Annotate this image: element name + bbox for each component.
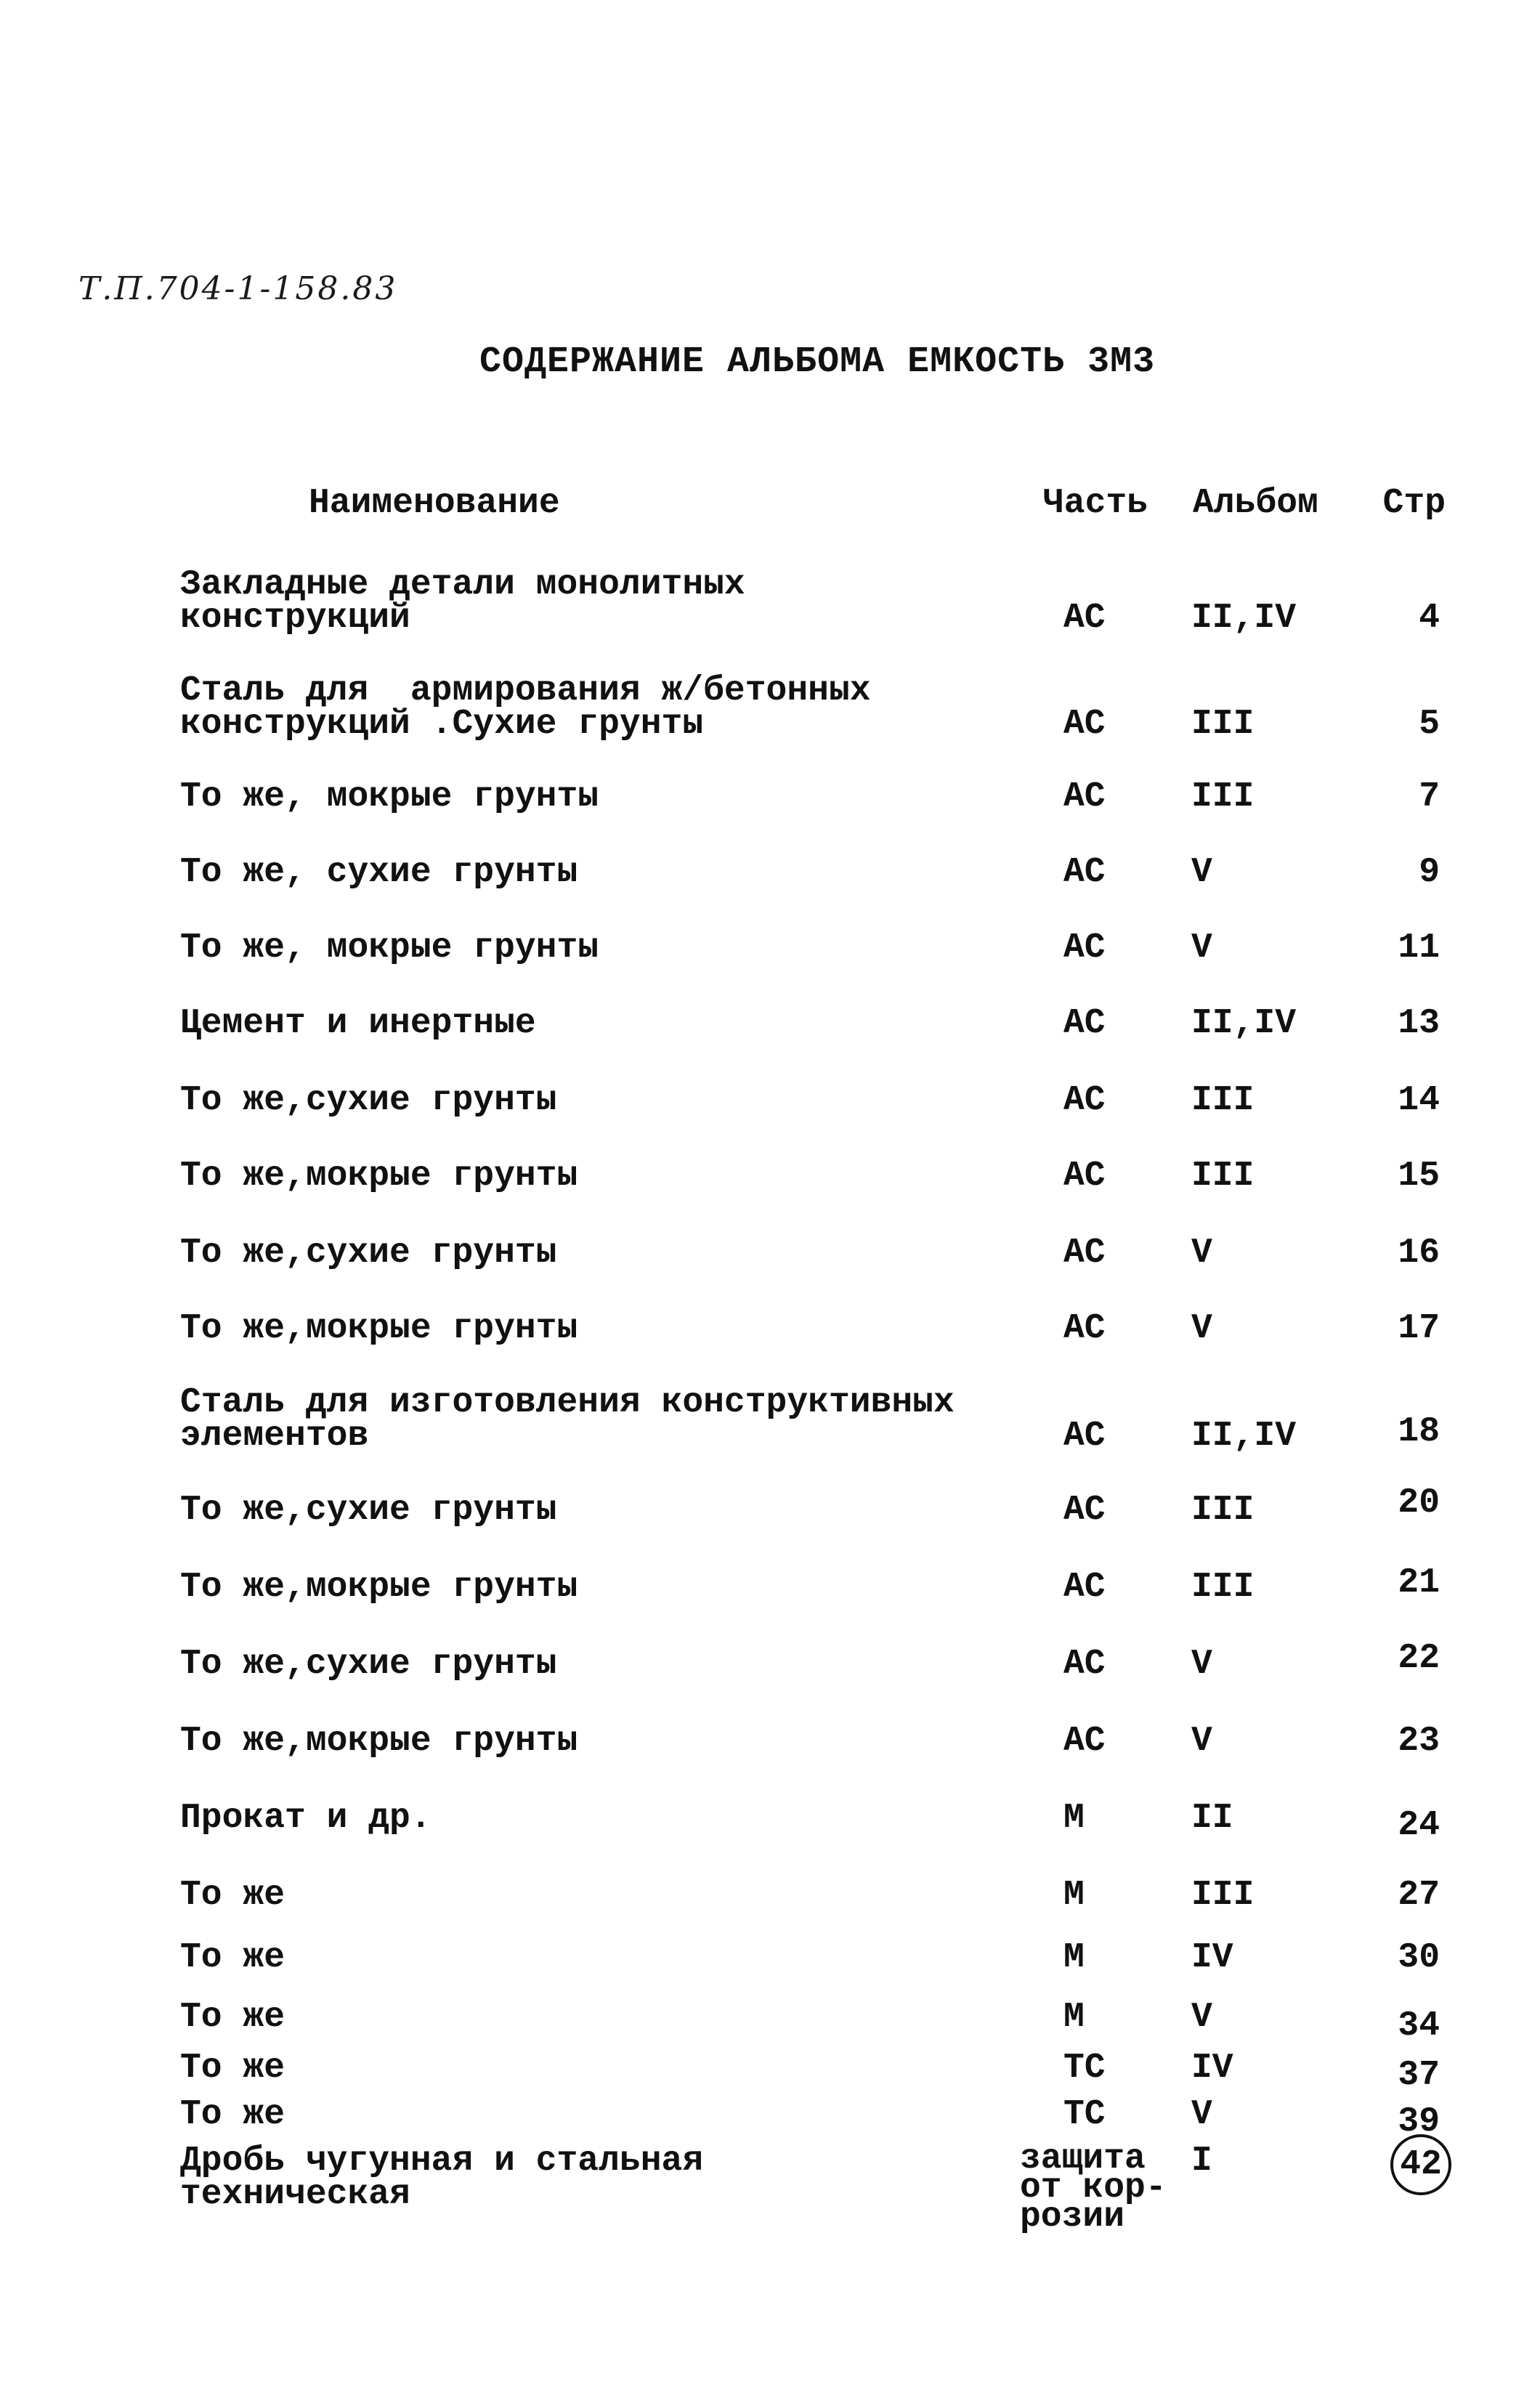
row-part: М (1063, 1799, 1085, 1838)
row-part: АС (1063, 1004, 1106, 1043)
row-page: 34 (1398, 2006, 1440, 2046)
row-album: IV (1191, 2049, 1233, 2088)
row-album: III (1191, 1876, 1255, 1915)
row-page: 7 (1419, 777, 1440, 816)
row-album: IV (1191, 1938, 1233, 1977)
row-album: III (1191, 1491, 1255, 1530)
row-page: 5 (1419, 705, 1440, 744)
header-album: Альбом (1193, 484, 1318, 523)
row-part: ТС (1063, 2049, 1106, 2088)
row-album: III (1191, 777, 1255, 816)
row-name: То же,сухие грунты (180, 1491, 557, 1530)
row-name: Прокат и др. (180, 1799, 431, 1838)
row-name: То же, мокрые грунты (180, 777, 599, 816)
row-page: 16 (1398, 1233, 1440, 1273)
row-album: V (1191, 1309, 1212, 1348)
page-title: СОДЕРЖАНИЕ АЛЬБОМА ЕМКОСТЬ 3М3 (479, 341, 1156, 383)
row-name: То же,сухие грунты (180, 1081, 557, 1120)
row-album: I (1191, 2141, 1212, 2181)
row-part: М (1063, 1998, 1085, 2037)
row-album: V (1191, 2095, 1212, 2134)
row-page: 15 (1398, 1156, 1440, 1196)
row-name: То же,мокрые грунты (180, 1568, 578, 1607)
row-page: 37 (1398, 2056, 1440, 2095)
row-name: То же,мокрые грунты (180, 1309, 578, 1348)
row-part: М (1063, 1876, 1085, 1915)
row-part: АС (1063, 1722, 1106, 1761)
row-page: 9 (1419, 853, 1440, 892)
row-page: 17 (1398, 1309, 1440, 1348)
row-name: Дробь чугунная и стальная техническая (180, 2141, 704, 2214)
row-part: АС (1063, 1568, 1106, 1607)
row-part: АС (1063, 777, 1106, 816)
row-album: III (1191, 1156, 1255, 1196)
row-part: АС (1063, 705, 1106, 744)
row-album: III (1191, 705, 1255, 744)
row-part: АС (1063, 1309, 1106, 1348)
row-part: ТС (1063, 2095, 1106, 2134)
row-page: 4 (1419, 599, 1440, 638)
row-page: 18 (1398, 1412, 1440, 1451)
row-album: II,IV (1191, 1004, 1297, 1043)
header-part: Часть (1043, 484, 1148, 523)
row-part: АС (1063, 853, 1106, 892)
row-name: Сталь для изготовления конструктивных элементов (180, 1383, 955, 1456)
row-page (1390, 2144, 1440, 2195)
row-page: 20 (1398, 1483, 1440, 1523)
row-page: 13 (1398, 1004, 1440, 1043)
row-name: То же, сухие грунты (180, 853, 578, 892)
row-page: 11 (1398, 928, 1440, 968)
row-page: 27 (1398, 1876, 1440, 1915)
row-part: АС (1063, 1156, 1106, 1196)
row-part: М (1063, 1938, 1085, 1977)
row-album: III (1191, 1081, 1255, 1120)
row-name: То же,мокрые грунты (180, 1156, 578, 1196)
row-part: АС (1063, 1233, 1106, 1273)
row-name: То же,мокрые грунты (180, 1722, 578, 1761)
row-part: АС (1063, 928, 1106, 968)
row-name: То же (180, 2095, 285, 2134)
row-album: V (1191, 1233, 1212, 1273)
row-album: V (1191, 1722, 1212, 1761)
row-page: 14 (1398, 1081, 1440, 1120)
row-page: 24 (1398, 1806, 1440, 1845)
row-album: II,IV (1191, 599, 1297, 638)
row-name: Сталь для армирования ж/бетонных конструкций .Сухие грунты (180, 671, 871, 744)
row-page: 39 (1398, 2102, 1440, 2141)
row-name: Закладные детали монолитных конструкций (180, 565, 745, 638)
row-album: V (1191, 928, 1212, 968)
header-page: Стр (1382, 484, 1446, 523)
row-name: То же (180, 1876, 285, 1915)
row-part: АС (1063, 1417, 1106, 1456)
row-album: II,IV (1191, 1417, 1297, 1456)
row-album: V (1191, 853, 1212, 892)
row-part: защита от кор- розии (1020, 2139, 1167, 2237)
document-code: Т.П.704-1-158.83 (78, 270, 398, 307)
row-page: 21 (1398, 1563, 1440, 1602)
circled-page-number: 42 (1390, 2134, 1451, 2195)
row-name: То же,сухие грунты (180, 1233, 557, 1273)
row-album: V (1191, 1998, 1212, 2037)
row-page: 22 (1398, 1639, 1440, 1678)
row-name: То же (180, 1998, 285, 2037)
row-name: То же (180, 1938, 285, 1977)
row-page: 23 (1398, 1722, 1440, 1761)
row-album: III (1191, 1568, 1255, 1607)
row-name: То же (180, 2049, 285, 2088)
row-album: V (1191, 1645, 1212, 1684)
row-part: АС (1063, 1081, 1106, 1120)
row-page: 30 (1398, 1938, 1440, 1977)
row-part: АС (1063, 1491, 1106, 1530)
row-name: То же,сухие грунты (180, 1645, 557, 1684)
row-name: То же, мокрые грунты (180, 928, 599, 968)
row-part: АС (1063, 599, 1106, 638)
row-album: II (1191, 1799, 1233, 1838)
row-part: АС (1063, 1645, 1106, 1684)
row-name: Цемент и инертные (180, 1004, 536, 1043)
header-name: Наименование (309, 484, 560, 523)
